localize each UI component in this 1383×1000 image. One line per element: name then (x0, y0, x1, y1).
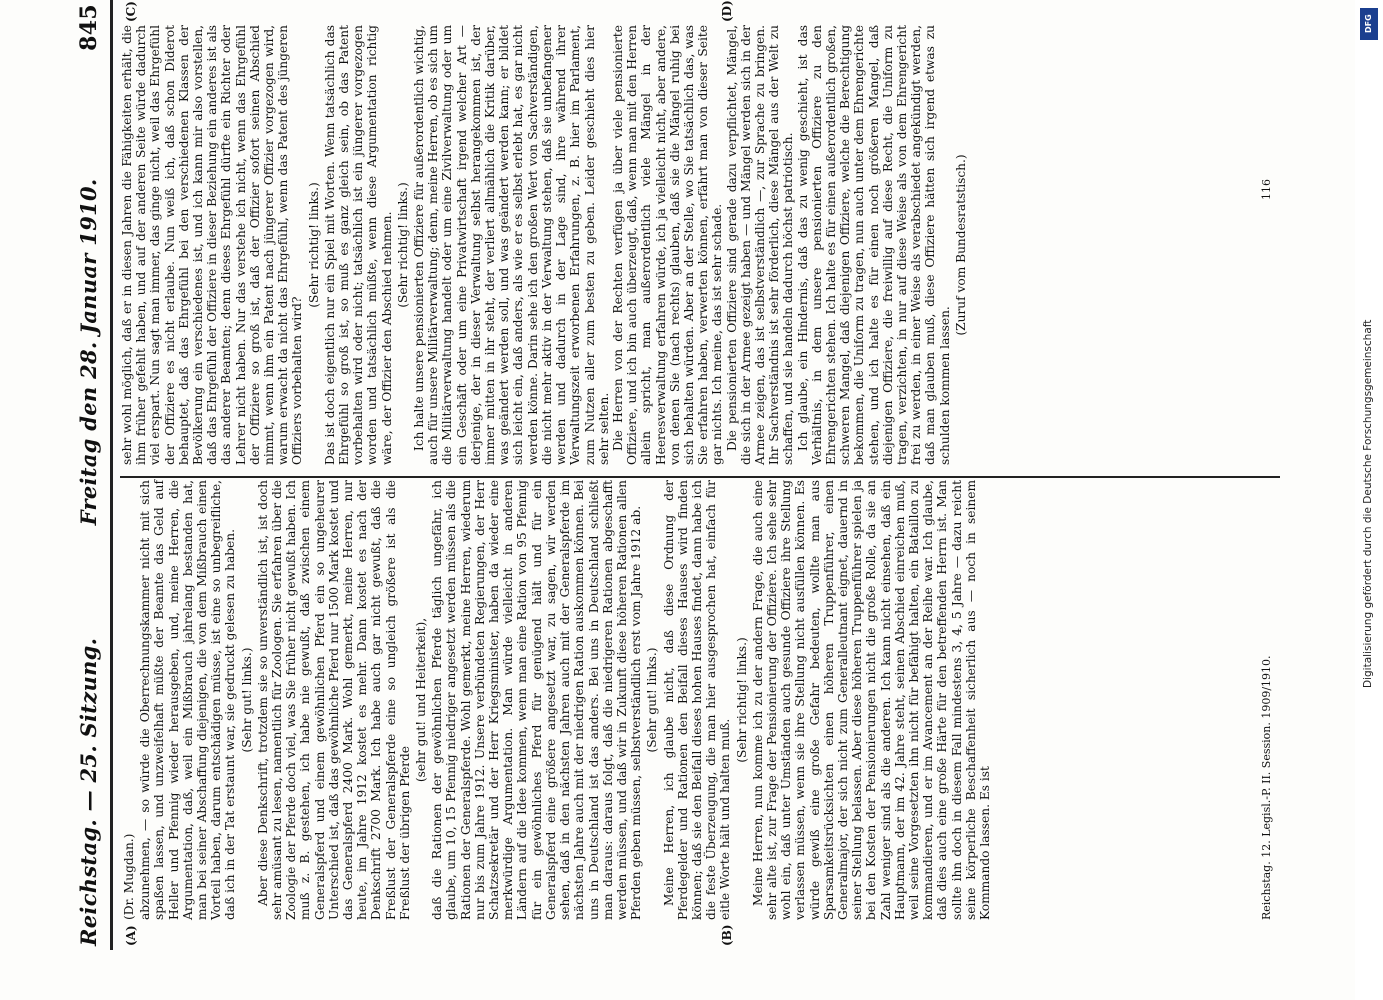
paragraph: daß die Rationen der gewöhnlichen Pferde täglich ungefähr, ich glaube, um 10, 15 Pfennig niedriger angesetzt werden müssen als die Rationen der Generalspferde. Wohl gemerkt, meine Herren, wiederum nur bis zum Jahre 1912. Unsere verbündeten Regierungen, der Herr Schatzsekretär und der Herr Kriegsminister, haben da wieder eine merkwürdige Argumentation. Man würde vielleicht in anderen Ländern auf die Idee kommen, wenn man eine Ration von 95 Pfennig für ein gewöhnliches Pferd für genügend hält und für ein Generalspferd eine größere angesetzt war, zu sagen, wir werden sehen, daß in den nächsten Jahren auch mit der Generalspferde im nächsten Jahre auch mit der niedrigen Ration auskommen können. Bei uns in Deutschland ist das anders. Bei uns in Deutschland schließt man daraus: daraus folgt, daß die niedrigeren Rationen abgeschafft werden müssen, und daß wir in Zukunft diese höheren Rationen allen Pferden geben müssen, selbstverständlich erst vom Jahre 1912 ab. (430, 480, 644, 920)
footer-sheet-number: 116 (1260, 179, 1273, 200)
paragraph: Ich glaube, ein Hindernis, daß das zu wenig geschieht, ist das Verhältnis, in dem unsere pensionierten Offiziere zu den Ehrengerichten stehen. Ich halte es für einen außerordentlich großen, schweren Mangel, daß diejenigen Offiziere, welche die Berechtigung bekommen, die Uniform zu tragen, nun auch unter dem Ehrengerichte stehen, und ich halte es für einen noch größeren Mangel, daß diejenigen Offiziere, die freiwillig auf diese Recht, die Uniform zu tragen, verzichten, in nur auf diese Weise als von dem Ehrengericht frei zu werden, in einer Weise als verabschiedet angekündigt werden, daß man glauben muß, diese Offiziere hätten sich irgend etwas zu schulden kommen lassen. (795, 25, 952, 465)
left-column (120, 480, 992, 920)
speaker-label: (Dr. Mugdan.) (122, 833, 136, 920)
interjection: (Sehr richtig! links.) (734, 637, 749, 763)
paragraph: Die Herren von der Rechten verfügen ja über viele pensionierte Offiziere, und ich bin auch überzeugt, daß, wenn man mit den Herren allein spricht, man außerordentlich viele Mängel in der Heeresverwaltung erfahren würde, ich ja vielleicht nicht, aber andere, von denen Sie (nach rechts) glauben, daß sie die Mängel ruhig bei sich behalten würden. Aber an der Stelle, wo Sie tatsächlich das, was Sie erfahren haben, verwerten können, erfährt man von dieser Seite gar nichts. Ich meine, das ist sehr schade. (610, 25, 725, 465)
paragraph: Das ist doch eigentlich nur ein Spiel mit Worten. Wenn tatsächlich das Ehrgefühl so groß ist, so muß es ganz gleich sein, ob das Patent vorbehalten wird oder nicht; tatsächlich ist ein jüngerer vorgezogen worden und tatsächlich müßte, wenn diese Argumentation richtig wäre, der Offizier den Abschied nehmen. (322, 25, 394, 465)
interjection: (Zuruf vom Bundesratstisch.) (953, 154, 968, 336)
margin-mark-d: (D) (720, 0, 734, 22)
footer-session: Reichstag. 12. Legisl.-P. II. Session. 1909/1910. (1260, 655, 1273, 920)
paragraph: sehr wohl möglich, daß er in diesen Jahren die Fähigkeiten erhält, die ihm früher gefehlt haben, und auf der anderen Seite würde dadurch viel erspart. Nun sagt man immer, das ginge nicht, weil das Ehrgefühl der Offiziere es nicht erlaube. Nun weiß ich, daß schon Diderot behauptet, daß das Ehrgefühl bei den verschiedenen Klassen der Bevölkerung ein verschiedenes ist, und ich kann mir also vorstellen, daß das Ehrgefühl der Offiziere in dieser Beziehung ein anderes ist als das anderer Beamten; denn dieses Ehrgefühl dürfte ein Richter oder Lehrer nicht haben. Nur das verstehe ich nicht, wenn das Ehrgefühl der Offiziere so groß ist, daß der Offizier sofort seinen Abschied nimmt, wenn ihm ein Patent nach jüngerer Offizier vorgezogen wird, warum erwacht da nicht das Ehrgefühl, wenn das Patent des jüngeren Offiziers vorbehalten wird? (120, 25, 305, 465)
page-number: 845 (76, 4, 102, 51)
header-session: Reichstag. — 25. Sitzung. (76, 637, 101, 946)
header-date: Freitag den 28. Januar 1910. (76, 178, 101, 526)
paragraph: Meine Herren, nun komme ich zu der andern Frage, die auch eine sehr alte ist, zur Frage der Pensionierung der Offiziere. Ich sehe sehr wohl ein, daß unter Umständen auch gesunde Offiziere ihre Stellung verlassen müssen, wenn sie ihre Stellung nicht ausfüllen können. Es würde gewiß eine große Gefahr bedeuten, wollte man aus Sparsamkeitsrücksichten einen höheren Truppenführer, einen Generalmajor, der sich nicht zum Generalleutnant eignet, dauernd in seiner Stellung belassen. Aber diese höheren Truppenführer spielen ja bei den Kosten der Pensionierungen nicht die große Rolle, da sie an Zahl weniger sind als die anderen. Ich kann nicht einsehen, daß ein Hauptmann, der im 42. Jahre steht, seinen Abschied einreichen muß, weil seine Vorgesetzten ihn nicht für befähigt halten, ein Bataillon zu kommandieren, und er im Avancement an der Reihe war. Ich glaube, daß dies auch eine große Härte für den betreffenden Herrn ist. Man sollte ihn doch in diesem Fall mindestens 3, 4, 5 Jahre — dazu reicht seine körperliche Beschaffenheit sicherlich aus — noch in seinem Kommando lassen. Es ist (750, 480, 992, 920)
interjection: (Sehr richtig! links.) (306, 182, 321, 308)
margin-mark-a: (A) (124, 925, 138, 946)
interjection: (Sehr richtig! links.) (395, 182, 410, 308)
right-column (120, 25, 970, 465)
paragraph: abzunehmen, — so würde die Oberrechnungskammer nicht mit sich spaßen lassen, und unzweifelhaft müßte der Beamte das Geld auf Heller und Pfennig wieder herausgeben, und, meine Herren, die Argumentation, daß, weil ein Mißbrauch jahrelang bestanden hat, man bei seiner Abschaffung diejenigen, die von dem Mißbrauch einen Vorteil haben, darum entschädigen müsse, ist eine so unbegreifliche, daß ich in der Tat erstaunt war, sie gedruckt gelesen zu haben. (138, 480, 238, 920)
paragraph: Meine Herren, ich glaube nicht, daß diese Ordnung der Pferdegelder und Rationen den Beifall dieses Hauses wird finden können; daß sie den Beifall dieses hohen Hauses findet, dann habe ich die feste Überzeugung, die man hier ausgesprochen hat, einfach für eitle Worte hält und halten muß. (661, 480, 733, 920)
column-divider (120, 476, 1280, 478)
header-right (76, 4, 102, 525)
paragraph: Aber diese Denkschrift, trotzdem sie so unverständlich ist, ist doch sehr amüsant zu lesen, namentlich für Zoologen. Sie erfahren über die Zoologie der Pferde doch viel, was Sie früher nicht gewußt haben. Ich muß z. B. gestehen, ich habe nie gewußt, daß zwischen einem Generalspferd und einem gewöhnlichen Pferd ein so ungeheurer Unterschied ist, daß das gewöhnliche Pferd nur 1500 Mark kostet und das Generalspferd 2400 Mark. Wohl gemerkt, meine Herren, nur heute, im Jahre 1912 kostet es mehr. Dann kostet es nach der Denkschrift 2700 Mark. Ich habe auch gar nicht gewußt, daß die Freßlust der Generalspferde eine so ungleich größere ist als die Freßlust der übrigen Pferde (255, 480, 412, 920)
paragraph: Die pensionierten Offiziere sind gerade dazu verpflichtet, Mängel, die sich in der Armee gezeigt haben — und Mängel werden sich in der Armee zeigen, das ist selbstverständlich —, zur Sprache zu bringen. Ihr Sachverständnis ist sehr förderlich, diese Mängel aus der Welt zu schaffen, und sie handeln dadurch höchst patriotisch. (724, 25, 796, 465)
paragraph: Ich halte unsere pensionierten Offiziere für außerordentlich wichtig, auch für unsere Militärverwaltung; denn, meine Herren, ob es sich um die Militärverwaltung handelt oder um eine Zivilverwaltung oder um ein Geschäft oder um eine Privatwirtschaft irgend welcher Art — derjenige, der in dieser Verwaltung selbst herangekommen ist, der immer mitten in ihr steht, der verliert allmählich die Kritik darüber, was geändert werden soll, und was geändert werden kann; er bildet sich leicht ein, daß anders, als wie er es selbst erlebt hat, es gar nicht werden könne. Darin sehe ich den großen Wert von Sachverständigen, die nicht mehr aktiv in der Verwaltung stehen, daß sie unbefangener werden und dadurch in der Lage sind, ihre während ihrer Verwaltungszeit erworbenen Erfahrungen, z. B. hier im Parlament, zum Nutzen aller zum besten zu geben. Leider geschieht dies hier sehr selten. (412, 25, 611, 465)
dfg-logo: DFG (1360, 8, 1378, 40)
interjection: (sehr gut! und Heiterkeit), (414, 617, 429, 783)
rotated-page (70, 0, 1330, 950)
interjection: (Sehr gut! links.) (645, 647, 660, 753)
margin-mark-b: (B) (720, 924, 734, 946)
header-rule (110, 0, 113, 950)
interjection: (Sehr gut! links.) (239, 647, 254, 753)
margin-mark-c: (C) (124, 1, 138, 22)
digitization-notice: Digitalisierung gefördert durch die Deutsche Forschungsgemeinschaft (1362, 319, 1374, 688)
